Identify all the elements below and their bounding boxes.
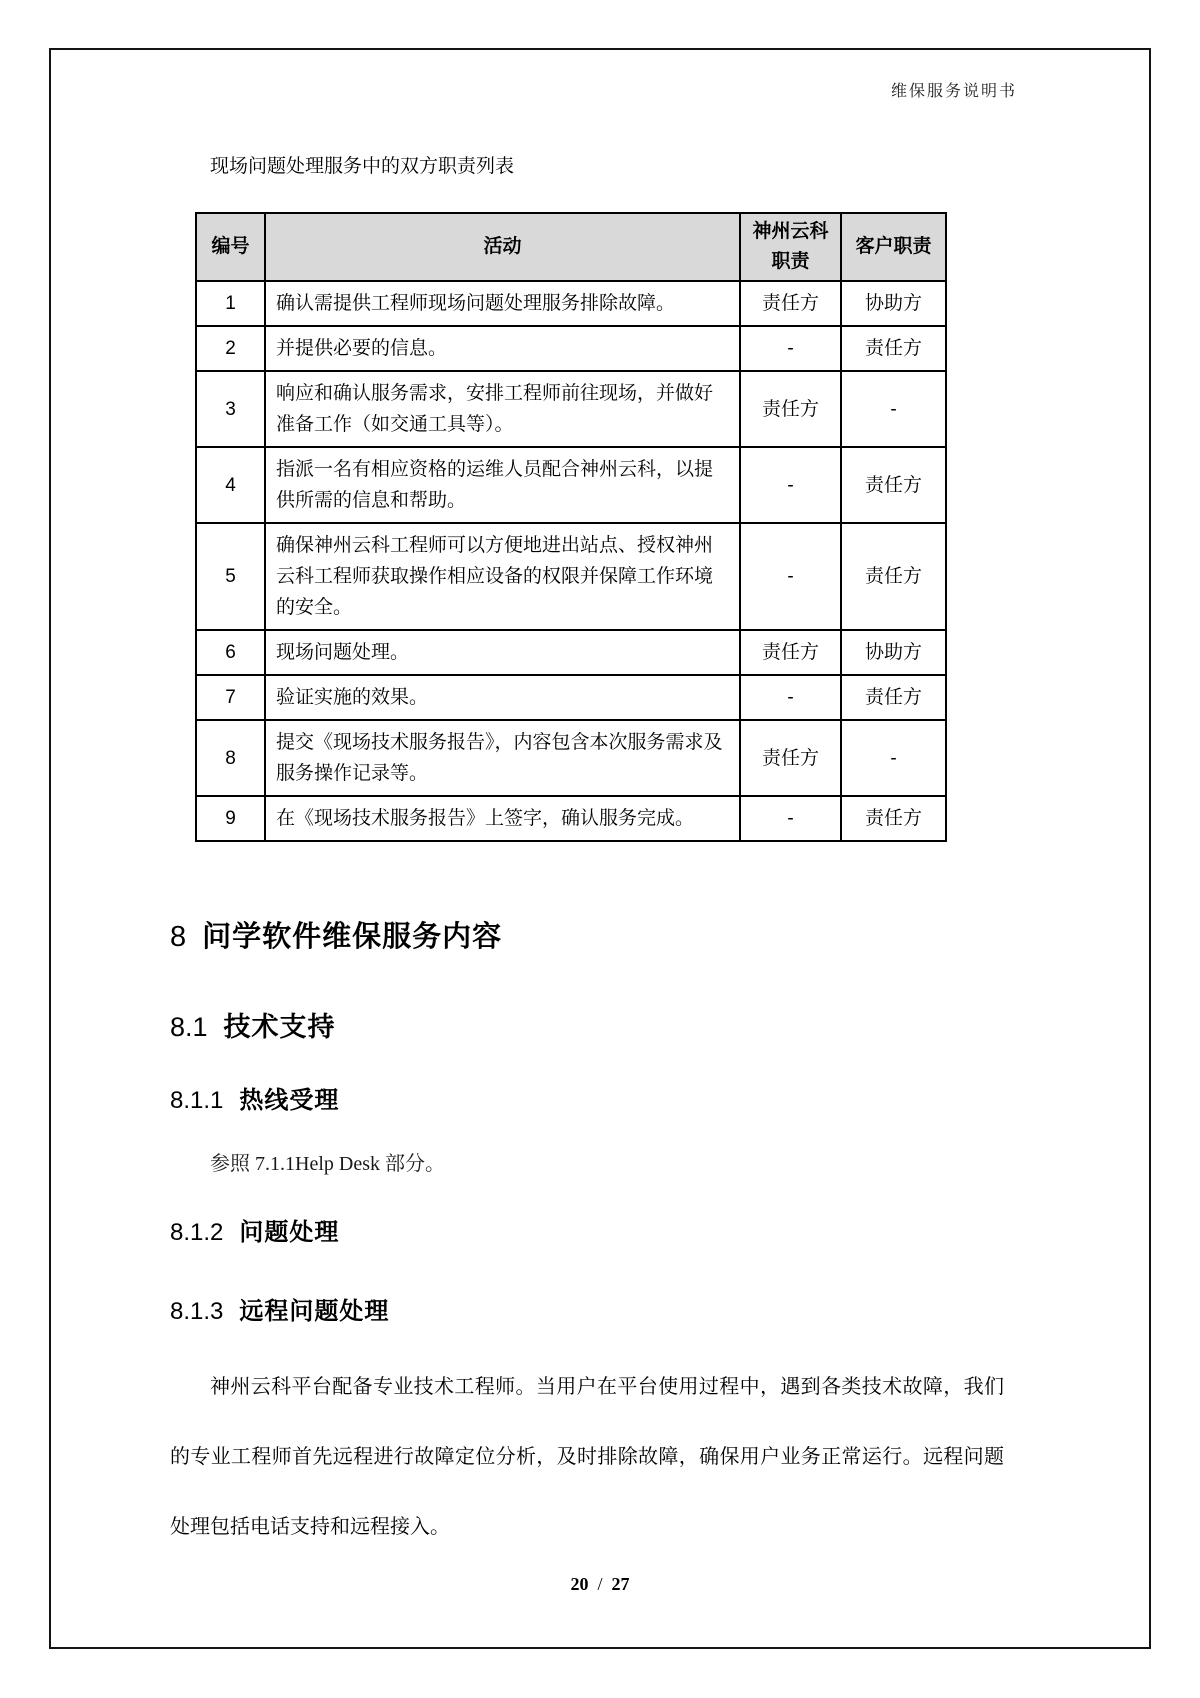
page-number-total: 27 [611,1574,630,1594]
page-content [51,151,1149,1562]
cell-vendor: - [740,523,841,630]
cell-id: 3 [196,371,265,447]
cell-customer: - [841,720,946,796]
section-heading-8-1-1 [170,1080,1004,1115]
cell-id: 8 [196,720,265,796]
cell-activity: 确认需提供工程师现场问题处理服务排除故障。 [265,281,740,326]
section-heading-8-1-3 [170,1291,1004,1326]
table-row [196,326,946,371]
cell-vendor: - [740,447,841,523]
column-header-vendor: 神州云科职责 [740,213,841,281]
cell-customer: 责任方 [841,447,946,523]
cell-vendor: - [740,326,841,371]
table-caption: 现场问题处理服务中的双方职责列表 [210,156,515,177]
cell-customer: - [841,371,946,447]
section-number: 8 [170,921,187,953]
table-row [196,675,946,720]
section-heading-8-1-2 [170,1212,1004,1247]
cell-id: 9 [196,796,265,841]
page-number-separator: / [597,1574,603,1594]
table-row [196,720,946,796]
table-row [196,630,946,675]
responsibility-table [195,212,947,842]
cell-vendor: 责任方 [740,720,841,796]
cell-id: 1 [196,281,265,326]
reference-paragraph: 参照 7.1.1Help Desk 部分。 [210,1153,445,1175]
cell-customer: 责任方 [841,675,946,720]
cell-vendor: 责任方 [740,371,841,447]
cell-id: 7 [196,675,265,720]
cell-activity: 现场问题处理。 [265,630,740,675]
cell-customer: 责任方 [841,523,946,630]
page-header [51,78,1149,101]
section-title: 热线受理 [239,1087,340,1114]
column-header-activity: 活动 [265,213,740,281]
column-header-id: 编号 [196,213,265,281]
section-heading-8-1 [170,1005,1004,1044]
cell-id: 6 [196,630,265,675]
page-footer [51,1574,1149,1595]
page-number-current: 20 [570,1574,589,1594]
table-header-row [196,213,946,281]
section-heading-8 [170,914,1004,955]
table-row [196,796,946,841]
section-title: 问题处理 [239,1219,340,1246]
cell-customer: 协助方 [841,281,946,326]
cell-activity: 响应和确认服务需求，安排工程师前往现场，并做好准备工作（如交通工具等）。 [265,371,740,447]
table-row [196,281,946,326]
section-number: 8.1.1 [170,1087,224,1114]
cell-id: 5 [196,523,265,630]
cell-vendor: 责任方 [740,281,841,326]
document-page [49,48,1151,1649]
cell-customer: 责任方 [841,326,946,371]
cell-activity: 并提供必要的信息。 [265,326,740,371]
doc-header-title: 维保服务说明书 [890,83,1017,100]
cell-id: 2 [196,326,265,371]
column-header-customer: 客户职责 [841,213,946,281]
cell-activity: 验证实施的效果。 [265,675,740,720]
cell-id: 4 [196,447,265,523]
section-number: 8.1 [170,1012,208,1042]
cell-activity: 提交《现场技术服务报告》，内容包含本次服务需求及服务操作记录等。 [265,720,740,796]
cell-vendor: - [740,675,841,720]
cell-vendor: 责任方 [740,630,841,675]
cell-customer: 协助方 [841,630,946,675]
cell-activity: 指派一名有相应资格的运维人员配合神州云科，以提供所需的信息和帮助。 [265,447,740,523]
section-number: 8.1.3 [170,1298,224,1325]
table-row [196,371,946,447]
section-title: 问学软件维保服务内容 [202,921,503,953]
section-title: 远程问题处理 [239,1298,390,1325]
table-row [196,523,946,630]
cell-vendor: - [740,796,841,841]
section-title: 技术支持 [223,1012,336,1042]
cell-customer: 责任方 [841,796,946,841]
cell-activity: 确保神州云科工程师可以方便地进出站点、授权神州云科工程师获取操作相应设备的权限并保障工作环境的安全。 [265,523,740,630]
cell-activity: 在《现场技术服务报告》上签字，确认服务完成。 [265,796,740,841]
section-number: 8.1.2 [170,1219,224,1246]
body-paragraph: 神州云科平台配备专业技术工程师。当用户在平台使用过程中，遇到各类技术故障，我们的专业工程师首先远程进行故障定位分析，及时排除故障，确保用户业务正常运行。远程问题处理包括电话支持和远程接入。 [170,1376,1004,1538]
table-row [196,447,946,523]
